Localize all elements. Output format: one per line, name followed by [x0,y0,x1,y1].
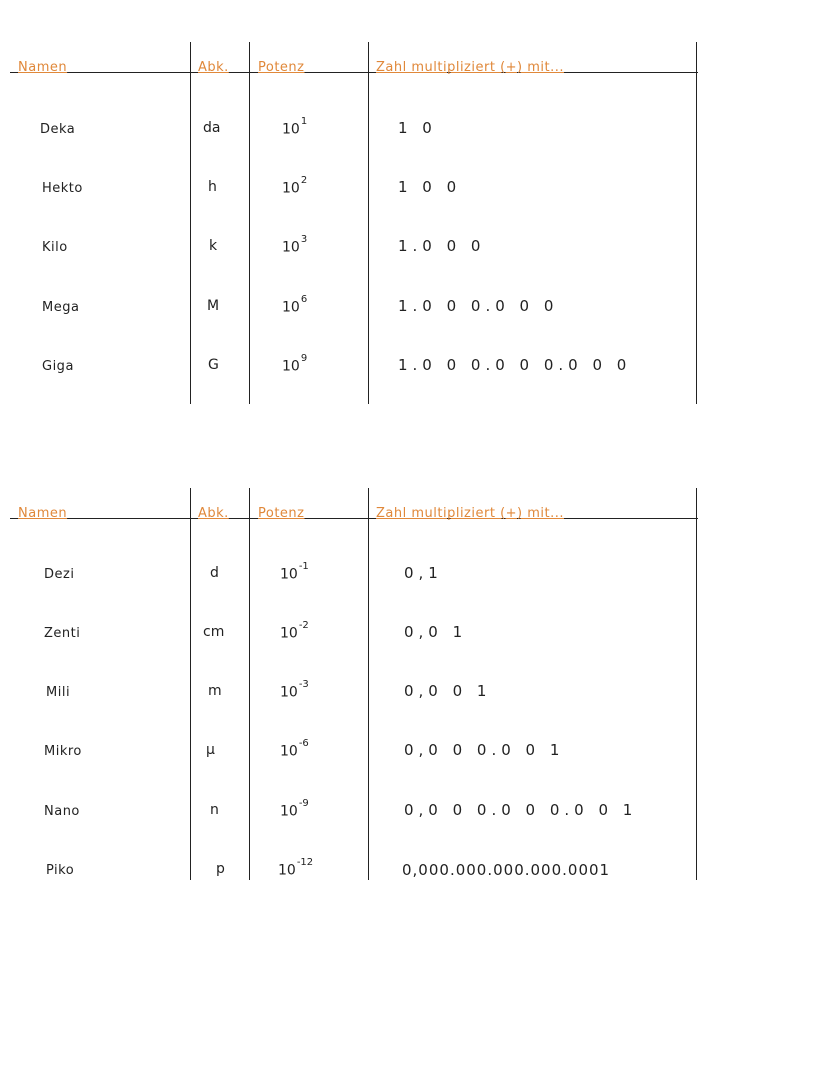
column-divider [249,42,250,404]
header-abbr: Abk. [198,506,229,521]
prefix-power: $10^{-6}$ [280,738,309,760]
header-rule [10,518,698,519]
prefix-number: 0,1 [404,564,443,582]
prefix-abbr: h [208,179,217,195]
column-divider [249,488,250,880]
prefix-abbr: cm [203,624,225,640]
prefix-power: $10^{-1}$ [280,561,309,583]
prefix-name: Mili [46,685,71,700]
prefix-number: 0,0 0 0.0 0 1 [404,741,565,759]
prefix-name: Mega [42,300,80,315]
prefix-power: $10^1$ [282,116,308,138]
header-abbr: Abk. [198,60,229,75]
prefix-power: $10^9$ [282,353,308,375]
header-power: Potenz [258,506,305,521]
prefix-abbr: m [208,683,222,699]
prefix-power: $10^{-9}$ [280,798,309,820]
prefix-abbr: d [210,565,219,581]
prefix-name: Mikro [44,744,82,759]
prefix-abbr: M [207,298,220,314]
prefix-number: 1 0 0 [398,178,462,196]
header-number: Zahl multipliziert (+) mit... [376,506,565,521]
column-divider [190,42,191,404]
prefix-name: Hekto [42,181,83,196]
column-divider [368,488,369,880]
prefix-power: $10^{-2}$ [280,620,309,642]
column-divider [190,488,191,880]
prefix-power: $10^{-12}$ [278,857,314,879]
column-divider [696,42,697,404]
prefix-abbr: da [203,120,221,136]
prefix-name: Dezi [44,567,75,582]
header-name: Namen [18,506,68,521]
prefix-abbr: G [208,357,219,373]
prefix-number: 0,0 0 1 [404,682,492,700]
column-divider [368,42,369,404]
prefix-name: Nano [44,804,80,819]
header-name: Namen [18,60,68,75]
header-number: Zahl multipliziert (+) mit... [376,60,565,75]
prefix-name: Deka [40,122,76,137]
prefix-number: 1.0 0 0 [398,237,486,255]
prefix-abbr: µ [206,742,215,758]
prefix-abbr: k [209,238,218,254]
prefix-name: Kilo [42,240,68,255]
prefix-number: 1.0 0 0.0 0 0 [398,297,559,315]
prefix-abbr: p [216,861,225,877]
prefix-table-multiples [0,42,828,404]
column-divider [696,488,697,880]
prefix-number: 1 0 [398,119,437,137]
prefix-power: $10^6$ [282,294,308,316]
prefix-name: Zenti [44,626,81,641]
prefix-power: $10^2$ [282,175,308,197]
prefix-table-fractions [0,488,828,880]
header-rule [10,72,698,73]
header-power: Potenz [258,60,305,75]
prefix-number: 0,0 1 [404,623,468,641]
prefix-number: 0,000.000.000.000.0001 [402,861,611,879]
prefix-power: $10^{-3}$ [280,679,309,701]
prefix-abbr: n [210,802,219,818]
prefix-power: $10^3$ [282,234,308,256]
prefix-name: Giga [42,359,74,374]
prefix-number: 1.0 0 0.0 0 0.0 0 0 [398,356,632,374]
prefix-number: 0,0 0 0.0 0 0.0 0 1 [404,801,638,819]
prefix-name: Piko [46,863,75,878]
